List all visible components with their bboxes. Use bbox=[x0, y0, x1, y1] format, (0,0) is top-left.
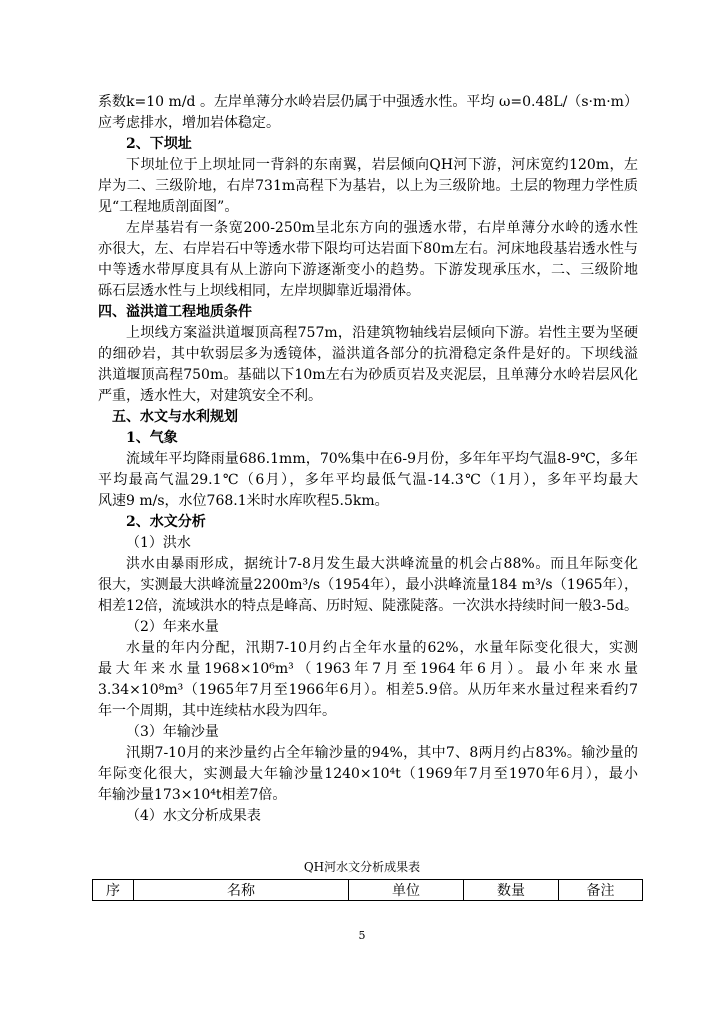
line-30: 年一个周期，其中连续枯水段为四年。 bbox=[98, 703, 336, 719]
line-7: 左岸基岩有一条宽200-250m呈北东方向的强透水带，右岸单薄分水岭的透水性 bbox=[126, 220, 638, 236]
item-annual-runoff: （2）年来水量 bbox=[126, 619, 219, 635]
line-5: 岸为二、三级阶地，右岸731m高程下为基岩，以上为三级阶地。土层的物理力学性质 bbox=[98, 178, 638, 194]
section-heading-dam-site-lower: 2、下坝址 bbox=[126, 136, 192, 152]
line-6: 见“工程地质剖面图”。 bbox=[98, 199, 239, 215]
line-20: 风速9 m/s，水位768.1米时水库吹程5.5km。 bbox=[98, 493, 389, 509]
section-heading-hydrology: 五、水文与水利规划 bbox=[112, 409, 238, 425]
line-19: 平均最高气温29.1℃（6月），多年平均最低气温-14.3℃（1月），多年平均最大 bbox=[98, 472, 638, 488]
line-29: 3.34×10⁸m³（1965年7月至1966年6月）。相差5.9倍。从历年来水量过程来看约7 bbox=[98, 682, 638, 698]
subheading-hydrologic-analysis: 2、水文分析 bbox=[126, 514, 206, 530]
line-33: 年际变化很大，实测最大年输沙量1240×10⁴t（1969年7月至1970年6月），最小 bbox=[98, 766, 638, 782]
header-remarks: 备注 bbox=[559, 880, 643, 901]
line-8: 亦很大，左、右岸岩石中等透水带下限均可达岩面下80m左右。河床地段基岩透水性与 bbox=[98, 241, 638, 257]
line-13: 的细砂岩，其中软弱层多为透镜体，溢洪道各部分的抗滑稳定条件是好的。下坝线溢 bbox=[98, 346, 638, 362]
results-table bbox=[92, 879, 643, 901]
table-caption: QH河水文分析成果表 bbox=[303, 860, 421, 874]
line-18: 流域年平均降雨量686.1mm，70%集中在6-9月份，多年年平均气温8-9℃，多年 bbox=[126, 451, 638, 467]
header-quantity: 数量 bbox=[464, 880, 559, 901]
line-25: 相差12倍，流域洪水的特点是峰高、历时短、陡涨陡落。一次洪水持续时间一般3-5d。 bbox=[98, 598, 638, 614]
item-results-table: （4）水文分析成果表 bbox=[126, 808, 261, 824]
line-34: 年输沙量173×10⁴t相差7倍。 bbox=[98, 787, 287, 803]
line-2: 应考虑排水，增加岩体稳定。 bbox=[98, 115, 280, 131]
line-9: 中等透水带厚度具有从上游向下游逐渐变小的趋势。下游发现承压水，二、三级阶地 bbox=[98, 262, 638, 278]
line-14: 洪道堰顶高程750m。基础以下10m左右为砂质页岩及夹泥层，且单薄分水岭岩层风化 bbox=[98, 367, 638, 383]
item-sediment: （3）年输沙量 bbox=[126, 724, 219, 740]
line-1: 系数k=10 m/d 。左岸单薄分水岭岩层仍属于中强透水性。平均 ω=0.48L/（s·m·m） bbox=[98, 94, 638, 110]
table-header-row bbox=[93, 880, 643, 901]
line-23: 洪水由暴雨形成，据统计7-8月发生最大洪峰流量的机会占88%。而且年际变化 bbox=[126, 556, 638, 572]
line-15: 严重，透水性大，对建筑安全不利。 bbox=[98, 388, 322, 404]
header-unit: 单位 bbox=[349, 880, 464, 901]
line-24: 很大，实测最大洪峰流量2200m³/s（1954年），最小洪峰流量184 m³/s（1965年）， bbox=[98, 577, 638, 593]
header-name: 名称 bbox=[134, 880, 349, 901]
line-32: 汛期7-10月的来沙量约占全年输沙量的94%，其中7、8两月约占83%。输沙量的 bbox=[126, 745, 638, 761]
subheading-climate: 1、气象 bbox=[126, 430, 178, 446]
line-4: 下坝址位于上坝址同一背斜的东南翼，岩层倾向QH河下游，河床宽约120m，左 bbox=[126, 157, 638, 173]
line-10: 砾石层透水性与上坝线相同，左岸坝脚靠近塌滑体。 bbox=[98, 283, 420, 299]
line-28: 最大年来水量1968×10⁶m³（1963年7月至1964年6月）。最小年来水量 bbox=[98, 661, 638, 677]
header-no: 序 bbox=[93, 880, 134, 901]
line-12: 上坝线方案溢洪道堰顶高程757m，沿建筑物轴线岩层倾向下游。岩性主要为坚硬 bbox=[126, 325, 638, 341]
line-27: 水量的年内分配，汛期7-10月约占全年水量的62%，水量年际变化很大，实测 bbox=[126, 640, 638, 656]
item-flood: （1）洪水 bbox=[126, 535, 191, 551]
section-heading-spillway: 四、溢洪道工程地质条件 bbox=[98, 304, 252, 320]
page-number: 5 bbox=[358, 929, 366, 942]
